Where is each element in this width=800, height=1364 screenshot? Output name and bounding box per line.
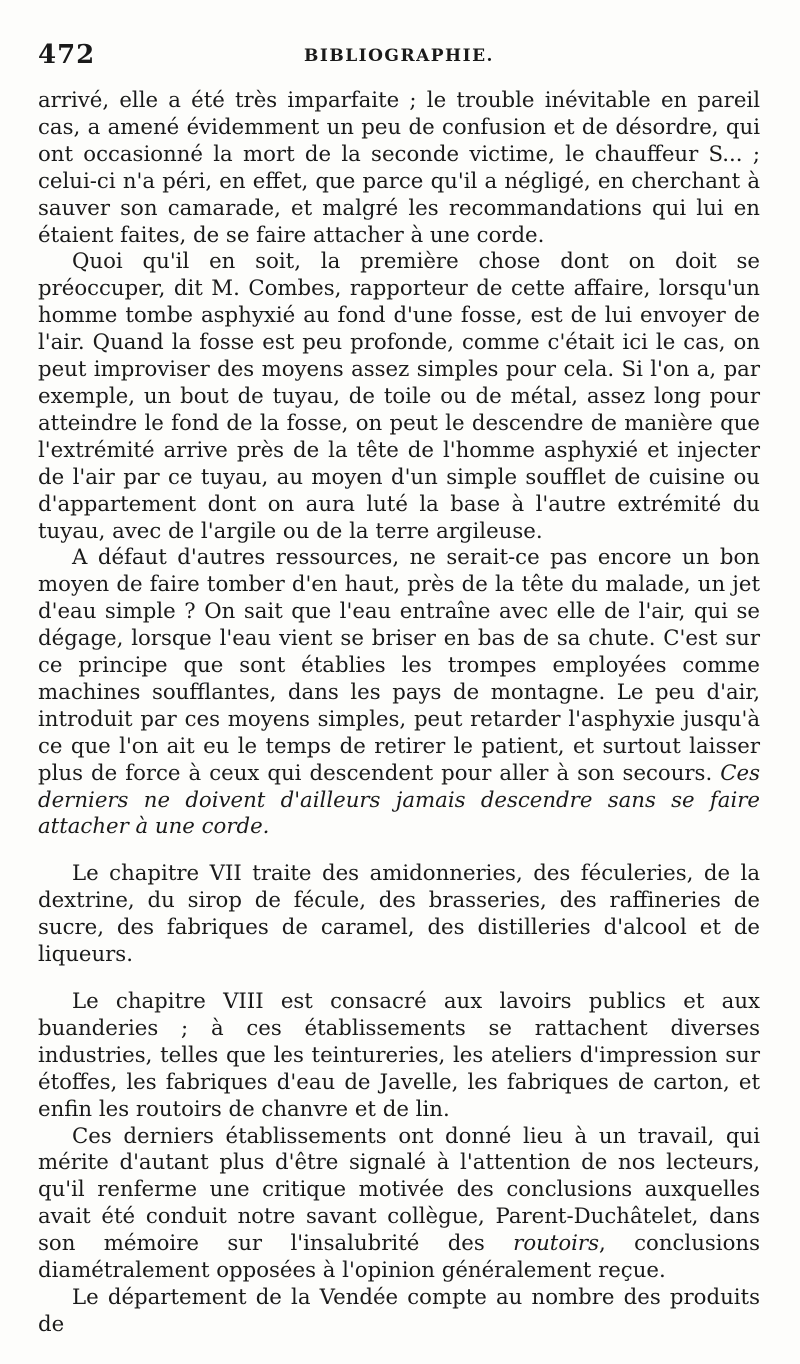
paragraph-text: Ces derniers établissements ont donné lieu à un travail, qui mérite d'autant plus d'être signalé à l'attention de nos lecteurs, qu'il renferme une critique motivée des conclusions auxquelles avait été conduit notre savant collègue, Parent-Duchâtelet, dans son mémoire sur l'insalubrité des: [38, 1123, 760, 1257]
paragraph: [38, 1124, 760, 1285]
paragraph: [38, 1285, 760, 1339]
paragraph: [38, 989, 760, 1124]
paragraph-text: Le chapitre VIII est consacré aux lavoirs publics et aux buanderies ; à ces établissements se rattachent diverses industries, telles que les teintureries, les ateliers d'impression sur étoffes, les fabriques d'eau de Javelle, les fabriques de carton, et enfin les routoirs de chanvre et de lin.: [38, 989, 760, 1122]
paragraph-text: Le chapitre VII traite des amidonneries, des féculeries, de la dextrine, du sirop de fécule, des brasseries, des raffineries de sucre, des fabriques de caramel, des distilleries d'alcool et de liqueurs.: [38, 861, 760, 968]
paragraph: [38, 861, 760, 969]
paragraph-text: , conclusions diamétralement opposées à l'opinion généralement reçue.: [38, 1231, 760, 1284]
paragraph: [38, 545, 760, 841]
running-title: BIBLIOGRAPHIE.: [304, 46, 494, 66]
paragraph-text: arrivé, elle a été très imparfaite ; le trouble inévitable en pareil cas, a amené évidemment un peu de confusion et de désordre, qui ont occasionné la mort de la seconde victime, le chauffeur S... ; celui-ci n'a péri, en effet, que parce qu'il a négligé, en cherchant à sauver son camarade, et malgré les recommandations qui lui en étaient faites, de se faire attacher à une corde.: [38, 88, 760, 248]
italic-text: Ces derniers ne doivent d'ailleurs jamais descendre sans se faire attacher à une corde.: [38, 760, 760, 840]
page-number: 472: [38, 40, 96, 70]
paragraph: [38, 249, 760, 545]
paragraph-text: Quoi qu'il en soit, la première chose dont on doit se préoccuper, dit M. Combes, rapporteur de cette affaire, lorsqu'un homme tombe asphyxié au fond d'une fosse, est de lui envoyer de l'air. Quand la fosse est peu profonde, comme c'était ici le cas, on peut improviser des moyens assez simples pour cela. Si l'on a, par exemple, un bout de tuyau, de toile ou de métal, assez long pour atteindre le fond de la fosse, on peut le descendre de manière que l'extrémité arrive près de la tête de l'homme asphyxié et injecter de l'air par ce tuyau, au moyen d'un simple soufflet de cuisine ou d'appartement dont on aura luté la base à l'autre extrémité du tuyau, avec de l'argile ou de la terre argileuse.: [38, 249, 760, 544]
paragraph: [38, 88, 760, 249]
body-text: [38, 88, 760, 1339]
paragraph-text: A défaut d'autres ressources, ne serait-ce pas encore un bon moyen de faire tomber d'en haut, près de la tête du malade, un jet d'eau simple ? On sait que l'eau entraîne avec elle de l'air, qui se dégage, lorsque l'eau vient se briser en bas de sa chute. C'est sur ce principe que sont établies les trompes employées comme machines soufflantes, dans les pays de montagne. Le peu d'air, introduit par ces moyens simples, peut retarder l'asphyxie jusqu'à ce que l'on ait eu le temps de retirer le patient, et surtout laisser plus de force à ceux qui descendent pour aller à son secours.: [38, 545, 760, 786]
page-header: [38, 40, 760, 74]
paragraph-text: Le département de la Vendée compte au nombre des produits de: [38, 1284, 760, 1337]
italic-text: routoirs: [513, 1231, 599, 1257]
